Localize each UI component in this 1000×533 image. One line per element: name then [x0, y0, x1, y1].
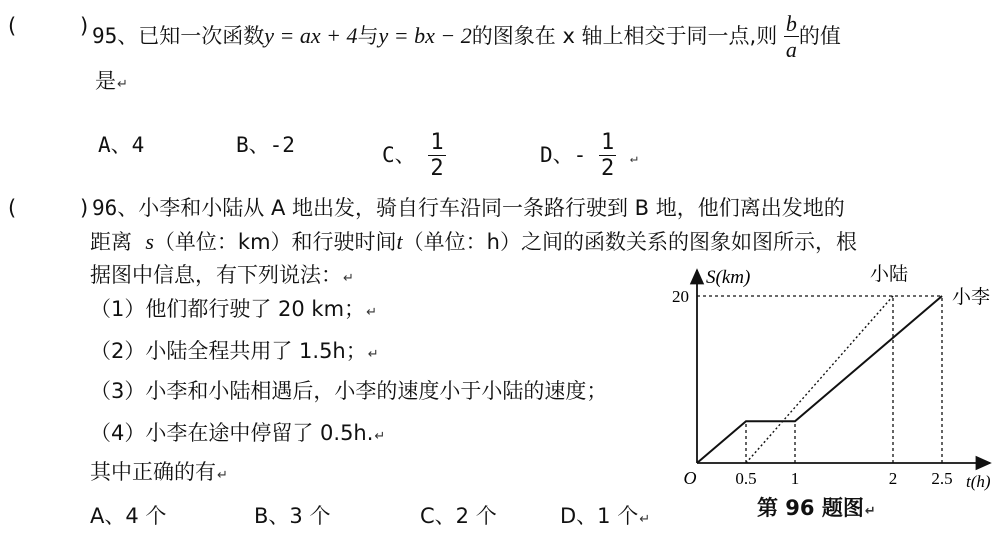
return-mark: ↵ — [343, 271, 354, 286]
series-label-xiaolu: 小陆 — [869, 264, 909, 285]
y-axis-label: S(km) — [706, 267, 751, 288]
q96-option-a: A、4 个 — [90, 504, 167, 528]
q96-var-s: s — [145, 229, 154, 254]
q95-option-a: A、4 — [98, 133, 145, 157]
series-line-xiaoli — [697, 296, 942, 463]
y-tick-label: 20 — [672, 287, 689, 306]
q95-fraction-b-over-a: $\frac{b}{a}$ — [785, 11, 797, 62]
q96-number: 96、 — [92, 196, 139, 220]
x-tick-label: 1 — [790, 469, 800, 488]
q96-statement-4: （4）小李在途中停留了 0.5h.↵ — [90, 421, 386, 445]
q96-var-t: t — [396, 229, 403, 254]
q96-figure-caption: 第 96 题图↵ — [757, 496, 876, 520]
q95-option-c-fraction: $\frac{1}{2}$ — [430, 130, 444, 181]
q95-answer-paren-open: ( — [8, 14, 17, 38]
q96-option-d: D、1 个↵ — [560, 504, 651, 528]
x-tick-label: 2 — [888, 469, 898, 488]
q95-equation-1: y = ax + 4 — [264, 23, 358, 48]
q96-option-c: C、2 个 — [420, 504, 497, 528]
q96-line-3: 据图中信息，有下列说法：↵ — [90, 263, 354, 287]
q96-answer-paren-open: ( — [8, 196, 17, 220]
q95-option-b: B、-2 — [236, 133, 295, 157]
q95-number: 95、 — [92, 24, 139, 48]
q96-prompt: 其中正确的有↵ — [90, 460, 228, 484]
x-tick-label: 2.5 — [931, 469, 953, 488]
q96-line-2: 距离 s（单位：km）和行驶时间t（单位：h）之间的函数关系的图象如图所示，根 — [90, 229, 857, 254]
x-axis-label: t(h) — [966, 472, 991, 491]
q96-answer-paren-close: ) — [80, 196, 89, 220]
q95-option-c: C、 $\frac{1}{2}$ — [382, 130, 444, 181]
q96-statement-3: （3）小李和小陆相遇后，小李的速度小于小陆的速度； — [90, 379, 608, 403]
q95-line-2: 是↵ — [95, 69, 128, 93]
q95-text-3: 的图象在 x 轴上相交于同一点,则 — [471, 24, 778, 48]
return-mark: ↵ — [629, 151, 638, 166]
q96-option-b: B、3 个 — [254, 504, 331, 528]
q96-text-1: 小李和小陆从 A 地出发，骑自行车沿同一条路行驶到 B 地，他们离出发地的 — [138, 196, 845, 220]
q95-text-4: 的值 — [798, 24, 841, 48]
return-mark: ↵ — [117, 77, 128, 92]
series-line-xiaolu — [746, 296, 893, 463]
x-tick-label: 0.5 — [735, 469, 757, 488]
q96-statement-1: （1）他们都行驶了 20 km；↵ — [90, 297, 377, 321]
q95-answer-paren-close: ) — [80, 14, 89, 38]
series-label-xiaoli: 小李 — [952, 287, 991, 308]
plot-layer — [672, 287, 953, 488]
q95-option-d-fraction: $\frac{1}{2}$ — [600, 130, 615, 181]
q95-option-d: D、- $\frac{1}{2}$ ↵ — [540, 130, 638, 181]
origin-label: O — [683, 468, 697, 488]
q95-text-1: 已知一次函数 — [138, 24, 265, 48]
q96-statement-2: （2）小陆全程共用了 1.5h；↵ — [90, 339, 379, 363]
q95-equation-2: y = bx − 2 — [378, 23, 472, 48]
q95-text-2: 与 — [357, 24, 379, 48]
